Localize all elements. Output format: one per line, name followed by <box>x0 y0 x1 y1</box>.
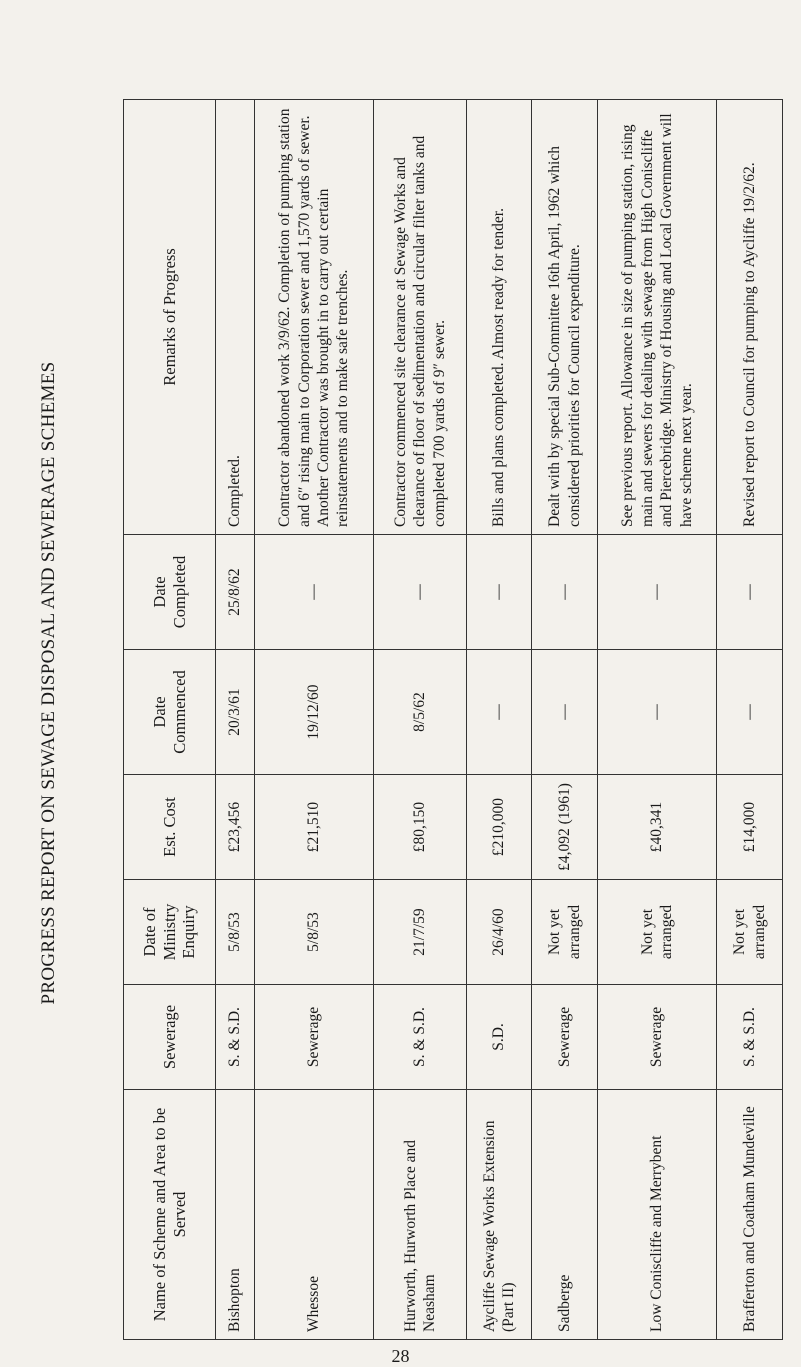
scheme-type: S. & S.D. <box>374 985 466 1090</box>
date-completed: — <box>466 535 532 650</box>
date-commenced: 20/3/61 <box>216 650 255 775</box>
scheme-type: S. & S.D. <box>216 985 255 1090</box>
column-header: Name of Scheme and Area to be Served <box>124 1090 216 1340</box>
scheme-name: Sadberge <box>532 1090 598 1340</box>
date-completed: — <box>532 535 598 650</box>
progress-remarks: Completed. <box>216 100 255 535</box>
enquiry-date: 5/8/53 <box>216 880 255 985</box>
page-number: 28 <box>391 1346 410 1366</box>
scheme-type: Sewerage <box>255 985 374 1090</box>
scheme-name: Aycliffe Sewage Works Extension (Part II) <box>466 1090 532 1340</box>
table-header-row <box>124 100 216 1340</box>
scheme-type: Sewerage <box>532 985 598 1090</box>
table-row <box>532 100 598 1340</box>
running-title: PROGRESS REPORT ON SEWAGE DISPOSAL AND SEWERAGE SCHEMES <box>38 361 59 1005</box>
estimated-cost: £4,092 (1961) <box>532 775 598 880</box>
enquiry-date: Not yet arranged <box>717 880 783 985</box>
progress-remarks: Dealt with by special Sub-Committee 16th April, 1962 which considered priorities for Council expenditure. <box>532 100 598 535</box>
progress-remarks: Contractor abandoned work 3/9/62. Completion of pumping station and 6″ rising main to Corporation sewer and 1,570 yards of sewer. Another Contractor was brought in to carry out certain reinstatements and to make safe trenches. <box>255 100 374 535</box>
progress-remarks: Revised report to Council for pumping to Aycliffe 19/2/62. <box>717 100 783 535</box>
column-header: Date Completed <box>124 535 216 650</box>
column-header: Remarks of Progress <box>124 100 216 535</box>
estimated-cost: £210,000 <box>466 775 532 880</box>
date-commenced: 8/5/62 <box>374 650 466 775</box>
column-header: Date Commenced <box>124 650 216 775</box>
date-completed: 25/8/62 <box>216 535 255 650</box>
scheme-name: Bishopton <box>216 1090 255 1340</box>
scheme-name: Brafferton and Coatham Mundeville <box>717 1090 783 1340</box>
enquiry-date: 5/8/53 <box>255 880 374 985</box>
table-row <box>216 100 255 1340</box>
table-row <box>255 100 374 1340</box>
column-header: Est. Cost <box>124 775 216 880</box>
estimated-cost: £14,000 <box>717 775 783 880</box>
enquiry-date: 21/7/59 <box>374 880 466 985</box>
table-row <box>466 100 532 1340</box>
date-completed: — <box>374 535 466 650</box>
scheme-name: Whessoe <box>255 1090 374 1340</box>
enquiry-date: Not yet arranged <box>598 880 717 985</box>
date-completed: — <box>255 535 374 650</box>
estimated-cost: £21,510 <box>255 775 374 880</box>
progress-table-wrapper <box>123 100 783 1340</box>
scheme-type: S. & S.D. <box>717 985 783 1090</box>
date-commenced: 19/12/60 <box>255 650 374 775</box>
progress-table <box>123 99 783 1340</box>
date-commenced: — <box>598 650 717 775</box>
scheme-type: Sewerage <box>598 985 717 1090</box>
column-header: Sewerage <box>124 985 216 1090</box>
scheme-type: S.D. <box>466 985 532 1090</box>
estimated-cost: £23,456 <box>216 775 255 880</box>
date-completed: — <box>598 535 717 650</box>
date-completed: — <box>717 535 783 650</box>
progress-remarks: See previous report. Allowance in size of pumping station, rising main and sewers for dealing with sewage from High Coniscliffe and Piercebridge. Ministry of Housing and Local Government will have scheme next year. <box>598 100 717 535</box>
column-header: Date of Ministry Enquiry <box>124 880 216 985</box>
estimated-cost: £80,150 <box>374 775 466 880</box>
progress-remarks: Bills and plans completed. Almost ready for tender. <box>466 100 532 535</box>
progress-remarks: Contractor commenced site clearance at Sewage Works and clearance of floor of sedimentation and circular filter tanks and completed 700 yards of 9″ sewer. <box>374 100 466 535</box>
estimated-cost: £40,341 <box>598 775 717 880</box>
enquiry-date: 26/4/60 <box>466 880 532 985</box>
table-row <box>717 100 783 1340</box>
scheme-name: Hurworth, Hurworth Place and Neasham <box>374 1090 466 1340</box>
table-row <box>374 100 466 1340</box>
date-commenced: — <box>466 650 532 775</box>
date-commenced: — <box>532 650 598 775</box>
date-commenced: — <box>717 650 783 775</box>
enquiry-date: Not yet arranged <box>532 880 598 985</box>
table-row <box>598 100 717 1340</box>
scheme-name: Low Coniscliffe and Merrybent <box>598 1090 717 1340</box>
